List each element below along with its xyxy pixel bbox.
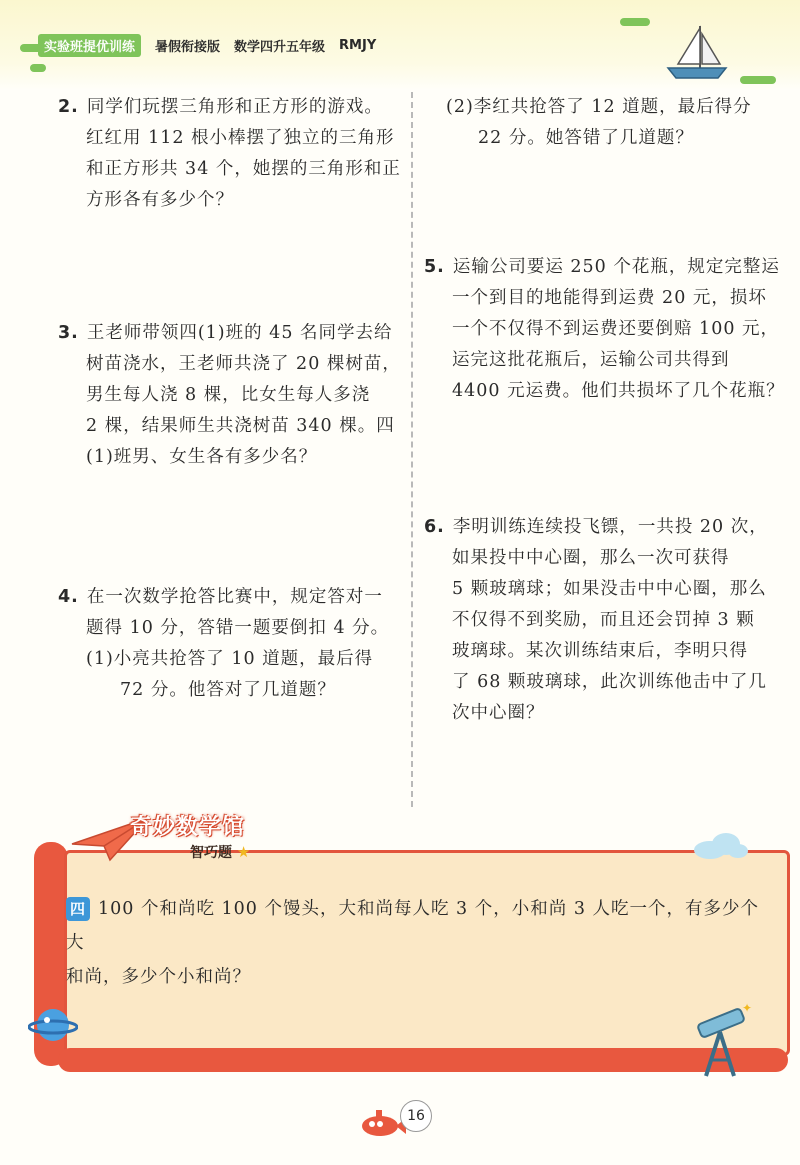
- problem-text-line: 运完这批花瓶后，运输公司共得到: [452, 350, 730, 370]
- column-divider: [411, 92, 413, 807]
- challenge-text-line: 和尚，多少个小和尚？: [66, 967, 251, 987]
- header-decoration: [620, 18, 650, 26]
- subject-label: 数学四升五年级: [234, 39, 326, 55]
- problem-text-line: 不仅得不到奖励，而且还会罚掉 3 颗: [452, 610, 755, 630]
- problem-2: [58, 92, 401, 216]
- problem-text-line: 红红用 112 根小棒摆了独立的三角形: [86, 128, 395, 148]
- problem-text-line: 4400 元运费。他们共损坏了几个花瓶？: [452, 381, 785, 401]
- problem-text-line: 和正方形共 34 个，她摆的三角形和正: [86, 159, 401, 179]
- series-label: 实验班提优训练: [38, 34, 141, 57]
- header-decoration: [740, 76, 776, 84]
- sub-question-1-cont: 72 分。他答对了几道题？: [120, 680, 336, 700]
- problem-text-line: 同学们玩摆三角形和正方形的游戏。: [86, 97, 383, 117]
- problem-4: [58, 582, 389, 706]
- star-icon: ★: [236, 843, 251, 861]
- problem-text-line: 在一次数学抢答比赛中，规定答对一: [86, 587, 383, 607]
- telescope-icon: [686, 1000, 756, 1080]
- challenge-text-line: 100 个和尚吃 100 个馒头，大和尚每人吃 3 个，小和尚 3 人吃一个，有多少个大: [66, 899, 760, 953]
- problem-text-line: 树苗浇水，王老师共浇了 20 棵树苗，: [86, 354, 401, 374]
- problem-number: 4.: [58, 587, 79, 607]
- brand-title: 奇妙数学馆: [130, 815, 246, 840]
- scroll-roll-bottom: [58, 1048, 788, 1072]
- problem-text-line: (1)班男、女生各有多少名？: [86, 447, 318, 467]
- problem-number: 3.: [58, 323, 79, 343]
- page-number: 16: [400, 1100, 432, 1132]
- problem-text-line: 次中心圈？: [452, 703, 545, 723]
- problem-text-line: 玻璃球。某次训练结束后，李明只得: [452, 641, 748, 661]
- challenge-question: [66, 892, 766, 994]
- header-title-bar: [38, 34, 376, 56]
- edition-label: 暑假衔接版: [155, 39, 221, 55]
- code-label: RMJY: [339, 37, 377, 53]
- problem-text-line: 方形各有多少个？: [86, 190, 234, 210]
- problem-text-line: 5 颗玻璃球；如果没击中中心圈，那么: [452, 579, 767, 599]
- problem-text-line: 一个不仅得不到运费还要倒赔 100 元，: [452, 319, 780, 339]
- problem-text-line: 运输公司要运 250 个花瓶，规定完整运: [452, 257, 780, 277]
- problem-text-line: 王老师带领四(1)班的 45 名同学去给: [86, 323, 393, 343]
- problem-number: 6.: [424, 517, 445, 537]
- problem-text-line: 李明训练连续投飞镖，一共投 20 次，: [452, 517, 768, 537]
- header-decoration: [30, 64, 46, 72]
- sub-question-2-cont: 22 分。她答错了几道题？: [478, 128, 694, 148]
- problem-text-line: 题得 10 分，答错一题要倒扣 4 分。: [86, 618, 390, 638]
- problem-6: [424, 512, 768, 729]
- sub-question-2: (2)李红共抢答了 12 道题，最后得分: [446, 97, 752, 117]
- sub-question-1: (1)小亮共抢答了 10 道题，最后得: [86, 649, 374, 669]
- svg-text:✦: ✦: [742, 1001, 753, 1015]
- problem-text-line: 如果投中中心圈，那么一次可获得: [452, 548, 730, 568]
- problem-3: [58, 318, 401, 473]
- problem-number: 2.: [58, 97, 79, 117]
- problem-number: 5.: [424, 257, 445, 277]
- brand-subtitle: [190, 842, 250, 862]
- subtitle-text: 智巧题: [190, 845, 232, 861]
- problem-4-part-2: [446, 92, 752, 154]
- challenge-badge: 四: [66, 897, 90, 921]
- problem-text-line: 一个到目的地能得到运费 20 元，损坏: [452, 288, 767, 308]
- submarine-fish-icon: [356, 1104, 406, 1140]
- page-header: [0, 0, 800, 90]
- problem-5: [424, 252, 785, 407]
- problem-text-line: 男生每人浇 8 棵，比女生每人多浇: [86, 385, 371, 405]
- problem-text-line: 2 棵，结果师生共浇树苗 340 棵。四: [86, 416, 395, 436]
- sailboat-icon: [662, 22, 732, 82]
- cloud-icon: [690, 830, 750, 860]
- problem-text-line: 了 68 颗玻璃球，此次训练他击中了几: [452, 672, 767, 692]
- planet-icon: [28, 1000, 78, 1050]
